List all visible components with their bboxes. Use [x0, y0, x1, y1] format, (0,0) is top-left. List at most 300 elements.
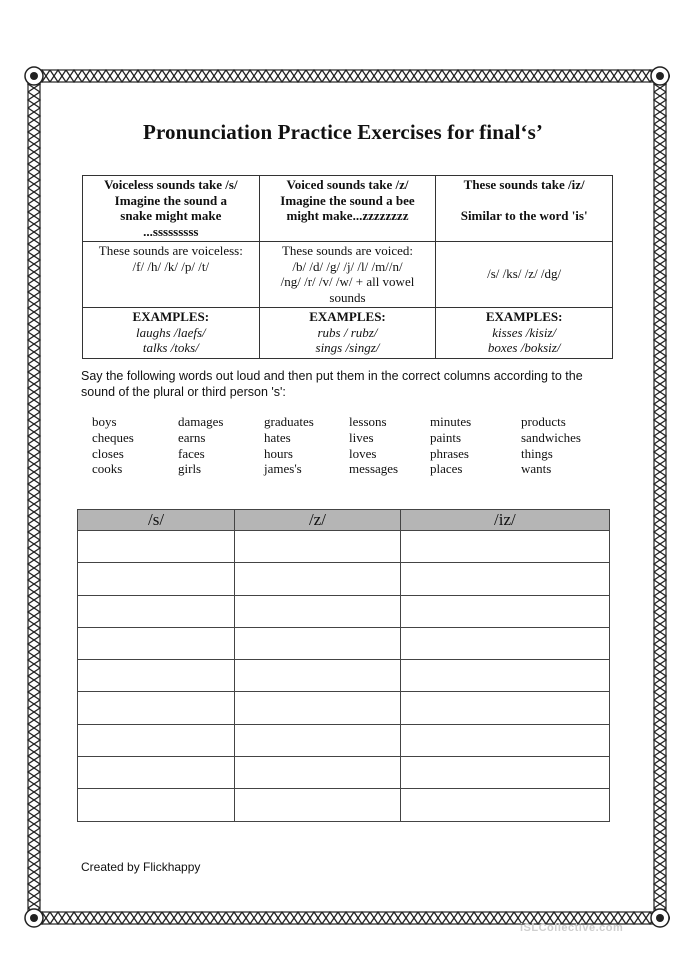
border-ornament [28, 748, 40, 764]
border-ornament [626, 70, 642, 82]
border-ornament [370, 70, 386, 82]
border-ornament [654, 540, 666, 556]
border-ornament [322, 912, 338, 924]
word: earns [178, 429, 206, 445]
voiceless-sounds-label: These sounds are voiceless: [98, 243, 243, 258]
border-ornament [28, 748, 40, 764]
border-ornament [98, 912, 114, 924]
border-ornament [274, 912, 290, 924]
border-ornament [654, 620, 666, 636]
border-ornament [654, 492, 666, 508]
answer-cell[interactable] [78, 724, 235, 756]
word: hours [264, 445, 293, 461]
border-ornament [28, 188, 40, 204]
word-column [349, 414, 398, 477]
border-ornament [654, 604, 666, 620]
border-ornament [50, 70, 66, 82]
border-ornament [654, 844, 666, 860]
border-ornament [28, 844, 40, 860]
voiceless-sounds-list: /f/ /h/ /k/ /p/ /t/ [132, 258, 210, 274]
answer-cell[interactable] [78, 531, 235, 563]
border-ornament [654, 508, 666, 524]
answer-cell[interactable] [400, 724, 609, 756]
border-ornament [654, 524, 666, 540]
border-ornament [28, 812, 40, 828]
border-ornament [626, 70, 642, 82]
voiced-sounds-list-3: sounds [329, 289, 366, 305]
border-ornament [28, 732, 40, 748]
iz-sounds-cell [436, 242, 613, 308]
border-ornament [28, 572, 40, 588]
border-ornament [654, 636, 666, 652]
word: messages [349, 461, 399, 477]
border-ornament [370, 70, 386, 82]
border-ornament [402, 912, 418, 924]
border-ornament [654, 860, 666, 876]
border-ornament [654, 556, 666, 572]
border-ornament [654, 844, 666, 860]
rules-sounds-row [83, 242, 613, 308]
border-ornament [466, 70, 482, 82]
border-ornament [654, 412, 666, 428]
border-ornament [28, 508, 40, 524]
z-column-header: /z/ [235, 510, 401, 531]
border-ornament [654, 188, 666, 204]
border-ornament [594, 70, 610, 82]
border-ornament [654, 268, 666, 284]
border-ornament [28, 268, 40, 284]
border-ornament [306, 912, 322, 924]
answer-cell[interactable] [78, 595, 235, 627]
answer-cell[interactable] [235, 563, 401, 595]
border-ornament [654, 764, 666, 780]
voiceless-heading-line3: snake might make [120, 208, 222, 223]
voiced-sounds-list-2: /ng/ /r/ /v/ /w/ + all vowel [280, 274, 415, 289]
border-ornament [654, 284, 666, 300]
border-ornament [28, 428, 40, 444]
answer-cell[interactable] [235, 757, 401, 789]
border-ornament [28, 316, 40, 332]
border-ornament [28, 460, 40, 476]
border-ornament [28, 668, 40, 684]
answer-rows [78, 531, 610, 822]
border-ornament [654, 588, 666, 604]
border-ornament [654, 700, 666, 716]
word: girls [178, 461, 202, 477]
border-ornament [28, 204, 40, 220]
border-ornament [290, 70, 306, 82]
border-ornament [654, 188, 666, 204]
border-ornament [546, 70, 562, 82]
border-ornament [654, 236, 666, 252]
border-ornament [242, 912, 258, 924]
word: loves [349, 445, 377, 461]
border-ornament [194, 70, 210, 82]
border-ornament [466, 912, 482, 924]
border-ornament [28, 92, 40, 108]
border-ornament [654, 204, 666, 220]
border-ornament [654, 380, 666, 396]
answer-cell[interactable] [235, 660, 401, 692]
example-word: rubs / rubz/ [317, 324, 378, 340]
border-ornament [338, 912, 354, 924]
answer-cell[interactable] [235, 595, 401, 627]
word: faces [178, 445, 205, 461]
border-ornament [654, 156, 666, 172]
border-ornament [28, 844, 40, 860]
border-ornament [28, 252, 40, 268]
border-ornament [654, 780, 666, 796]
answer-cell[interactable] [400, 692, 609, 724]
border-ornament [654, 348, 666, 364]
border-ornament [654, 876, 666, 892]
border-ornament [498, 70, 514, 82]
border-ornament [28, 860, 40, 876]
border-ornament [28, 588, 40, 604]
border-ornament [28, 540, 40, 556]
border-ornament [28, 796, 40, 812]
border-ornament [146, 912, 162, 924]
border-ornament [654, 316, 666, 332]
border-ornament [82, 912, 98, 924]
answer-cell[interactable] [400, 627, 609, 659]
border-ornament [28, 892, 40, 908]
border-ornament [210, 70, 226, 82]
border-ornament [28, 412, 40, 428]
border-ornament [194, 912, 210, 924]
border-ornament [28, 396, 40, 412]
border-ornament [654, 460, 666, 476]
border-ornament [114, 70, 130, 82]
border-ornament [386, 70, 402, 82]
border-ornament [450, 912, 466, 924]
border-ornament [654, 684, 666, 700]
border-ornament [28, 812, 40, 828]
border-ornament [162, 70, 178, 82]
border-ornament [654, 460, 666, 476]
border-ornament [434, 912, 450, 924]
answer-cell[interactable] [400, 531, 609, 563]
border-ornament [28, 380, 40, 396]
border-ornament [626, 912, 642, 924]
border-ornament [274, 70, 290, 82]
border-ornament [28, 300, 40, 316]
border-ornament [654, 892, 666, 908]
answer-cell[interactable] [235, 531, 401, 563]
voiceless-heading-line2: Imagine the sound a [114, 192, 227, 208]
border-ornament [654, 476, 666, 492]
voiceless-examples-cell [83, 308, 260, 359]
instruction-text: Say the following words out loud and then put them in the correct columns according to the sound of the plural or third person 's': [81, 369, 583, 399]
border-ornament [338, 912, 354, 924]
border-ornament [28, 348, 40, 364]
border-ornament [386, 912, 402, 924]
border-ornament [28, 652, 40, 668]
border-ornament [210, 70, 226, 82]
voiceless-heading: Voiceless sounds take /s/ [104, 177, 238, 192]
border-ornament [450, 70, 466, 82]
border-ornament [654, 396, 666, 412]
border-ornament [654, 364, 666, 380]
example-word: laughs /laefs/ [135, 324, 206, 340]
border-ornament [654, 204, 666, 220]
answer-cell[interactable] [78, 789, 235, 821]
border-ornament [654, 444, 666, 460]
border-ornament [654, 348, 666, 364]
border-ornament [482, 912, 498, 924]
credit-text: Created by Flickhappy [81, 860, 201, 874]
border-ornament [402, 70, 418, 82]
border-ornament [28, 828, 40, 844]
border-ornament [28, 508, 40, 524]
border-ornament [654, 364, 666, 380]
border-ornament [450, 912, 466, 924]
border-ornament [654, 812, 666, 828]
border-ornament [654, 796, 666, 812]
answer-cell[interactable] [400, 660, 609, 692]
border-ornament [354, 70, 370, 82]
voiceless-header-cell [83, 176, 260, 242]
answer-cell[interactable] [400, 563, 609, 595]
border-ornament [28, 652, 40, 668]
border-ornament [578, 70, 594, 82]
rules-examples-row [83, 308, 613, 359]
border-ornament [654, 732, 666, 748]
border-ornament [654, 412, 666, 428]
border-ornament [306, 70, 322, 82]
border-ornament [654, 332, 666, 348]
border-ornament [654, 172, 666, 188]
border-ornament [626, 912, 642, 924]
border-ornament [654, 748, 666, 764]
border-ornament [654, 396, 666, 412]
answer-row [78, 531, 610, 563]
example-word: sings /singz/ [315, 340, 380, 355]
border-ornament [654, 812, 666, 828]
border-ornament [28, 572, 40, 588]
border-ornament [28, 476, 40, 492]
border-ornament [226, 912, 242, 924]
border-ornament [28, 236, 40, 252]
rules-header-row [83, 176, 613, 242]
border-ornament [514, 70, 530, 82]
border-ornament [498, 70, 514, 82]
border-ornament [654, 684, 666, 700]
border-ornament [654, 860, 666, 876]
border-ornament [322, 70, 338, 82]
word: sandwiches [521, 429, 581, 445]
examples-label: EXAMPLES: [309, 309, 386, 324]
border-ornament [28, 252, 40, 268]
border-ornament [654, 668, 666, 684]
answer-cell[interactable] [78, 757, 235, 789]
border-ornament [210, 912, 226, 924]
border-ornament [28, 636, 40, 652]
border-ornament [28, 684, 40, 700]
iz-heading: These sounds take /iz/ [463, 177, 585, 192]
border-ornament [654, 668, 666, 684]
border-ornament [66, 912, 82, 924]
voiced-header-cell [259, 176, 436, 242]
border-ornament [290, 70, 306, 82]
border-ornament [654, 492, 666, 508]
border-ornament [28, 172, 40, 188]
voiced-heading-line2: Imagine the sound a bee [280, 192, 415, 208]
answer-row [78, 660, 610, 692]
border-ornament [594, 70, 610, 82]
border-ornament [28, 540, 40, 556]
border-ornament [28, 684, 40, 700]
border-ornament [466, 912, 482, 924]
answer-cell[interactable] [400, 595, 609, 627]
border-ornament [162, 912, 178, 924]
border-ornament [654, 652, 666, 668]
border-ornament [654, 524, 666, 540]
answer-cell[interactable] [235, 692, 401, 724]
word: lives [349, 429, 374, 445]
border-ornament [28, 380, 40, 396]
border-ornament [654, 220, 666, 236]
border-ornament [354, 912, 370, 924]
border-ornament [66, 70, 82, 82]
border-ornament [654, 748, 666, 764]
border-ornament [28, 764, 40, 780]
border-ornament [28, 492, 40, 508]
border-ornament [146, 912, 162, 924]
border-ornament [514, 70, 530, 82]
voiceless-sounds-cell [83, 242, 260, 308]
border-ornament [654, 540, 666, 556]
border-ornament [654, 156, 666, 172]
answer-cell[interactable] [400, 789, 609, 821]
border-ornament [50, 912, 66, 924]
border-ornament [654, 764, 666, 780]
border-ornament [434, 912, 450, 924]
answer-row [78, 724, 610, 756]
border-ornament [434, 70, 450, 82]
border-ornament [130, 912, 146, 924]
voiceless-heading-line4: ...sssssssss [143, 223, 199, 239]
border-ornament [654, 716, 666, 732]
border-ornament [370, 912, 386, 924]
answer-row [78, 627, 610, 659]
border-ornament [114, 912, 130, 924]
border-ornament [114, 912, 130, 924]
border-ornament [82, 912, 98, 924]
border-ornament [28, 604, 40, 620]
border-ornament [28, 428, 40, 444]
s-column-header: /s/ [78, 510, 235, 531]
answer-cell[interactable] [400, 757, 609, 789]
border-ornament [178, 70, 194, 82]
border-ornament [306, 912, 322, 924]
border-ornament [98, 912, 114, 924]
border-ornament [28, 156, 40, 172]
border-ornament [322, 912, 338, 924]
iz-column-header: /iz/ [400, 510, 609, 531]
border-ornament [30, 72, 38, 80]
border-ornament [28, 332, 40, 348]
border-ornament [610, 70, 626, 82]
border-ornament [354, 70, 370, 82]
answer-cell[interactable] [235, 789, 401, 821]
example-word: boxes /boksiz/ [487, 340, 561, 355]
border-ornament [28, 220, 40, 236]
border-ornament [130, 912, 146, 924]
answer-cell[interactable] [78, 692, 235, 724]
answer-row [78, 692, 610, 724]
border-ornament [258, 912, 274, 924]
word: paints [430, 429, 462, 445]
border-ornament [146, 70, 162, 82]
border-ornament [28, 220, 40, 236]
border-ornament [306, 70, 322, 82]
border-ornament [28, 716, 40, 732]
border-ornament [654, 828, 666, 844]
border-ornament [28, 492, 40, 508]
border-ornament [654, 588, 666, 604]
border-ornament [28, 700, 40, 716]
iz-heading-line3: Similar to the word 'is' [460, 208, 588, 223]
border-ornament [654, 252, 666, 268]
border-ornament [28, 92, 40, 108]
border-ornament [654, 732, 666, 748]
answer-row [78, 789, 610, 821]
border-ornament [654, 284, 666, 300]
answer-cell[interactable] [78, 563, 235, 595]
border-ornament [418, 912, 434, 924]
answer-cell[interactable] [78, 660, 235, 692]
border-ornament [28, 700, 40, 716]
border-ornament [466, 70, 482, 82]
answer-cell[interactable] [78, 627, 235, 659]
border-ornament [530, 70, 546, 82]
border-ornament [338, 70, 354, 82]
iz-header-cell [436, 176, 613, 242]
border-ornament [498, 912, 514, 924]
border-ornament [28, 204, 40, 220]
border-ornament [654, 572, 666, 588]
answer-cell[interactable] [235, 627, 401, 659]
example-word: talks /toks/ [142, 340, 199, 355]
border-ornament [28, 636, 40, 652]
border-ornament [28, 300, 40, 316]
border-ornament [562, 70, 578, 82]
page-title: Pronunciation Practice Exercises for final‘s’ [143, 120, 543, 144]
border-ornament [242, 70, 258, 82]
border-ornament [654, 604, 666, 620]
border-ornament [290, 912, 306, 924]
border-ornament [28, 668, 40, 684]
border-ornament [610, 70, 626, 82]
border-ornament [28, 828, 40, 844]
word: closes [92, 445, 124, 461]
examples-label: EXAMPLES: [485, 309, 563, 324]
border-ornament [28, 476, 40, 492]
border-ornament [178, 70, 194, 82]
border-ornament [50, 70, 66, 82]
word: graduates [264, 414, 314, 429]
border-ornament [562, 70, 578, 82]
border-ornament [434, 70, 450, 82]
word: damages [178, 414, 224, 429]
word: minutes [430, 414, 472, 429]
border-ornament [654, 620, 666, 636]
border-ornament [28, 524, 40, 540]
border-ornament [130, 70, 146, 82]
border-ornament [28, 188, 40, 204]
answer-cell[interactable] [235, 724, 401, 756]
